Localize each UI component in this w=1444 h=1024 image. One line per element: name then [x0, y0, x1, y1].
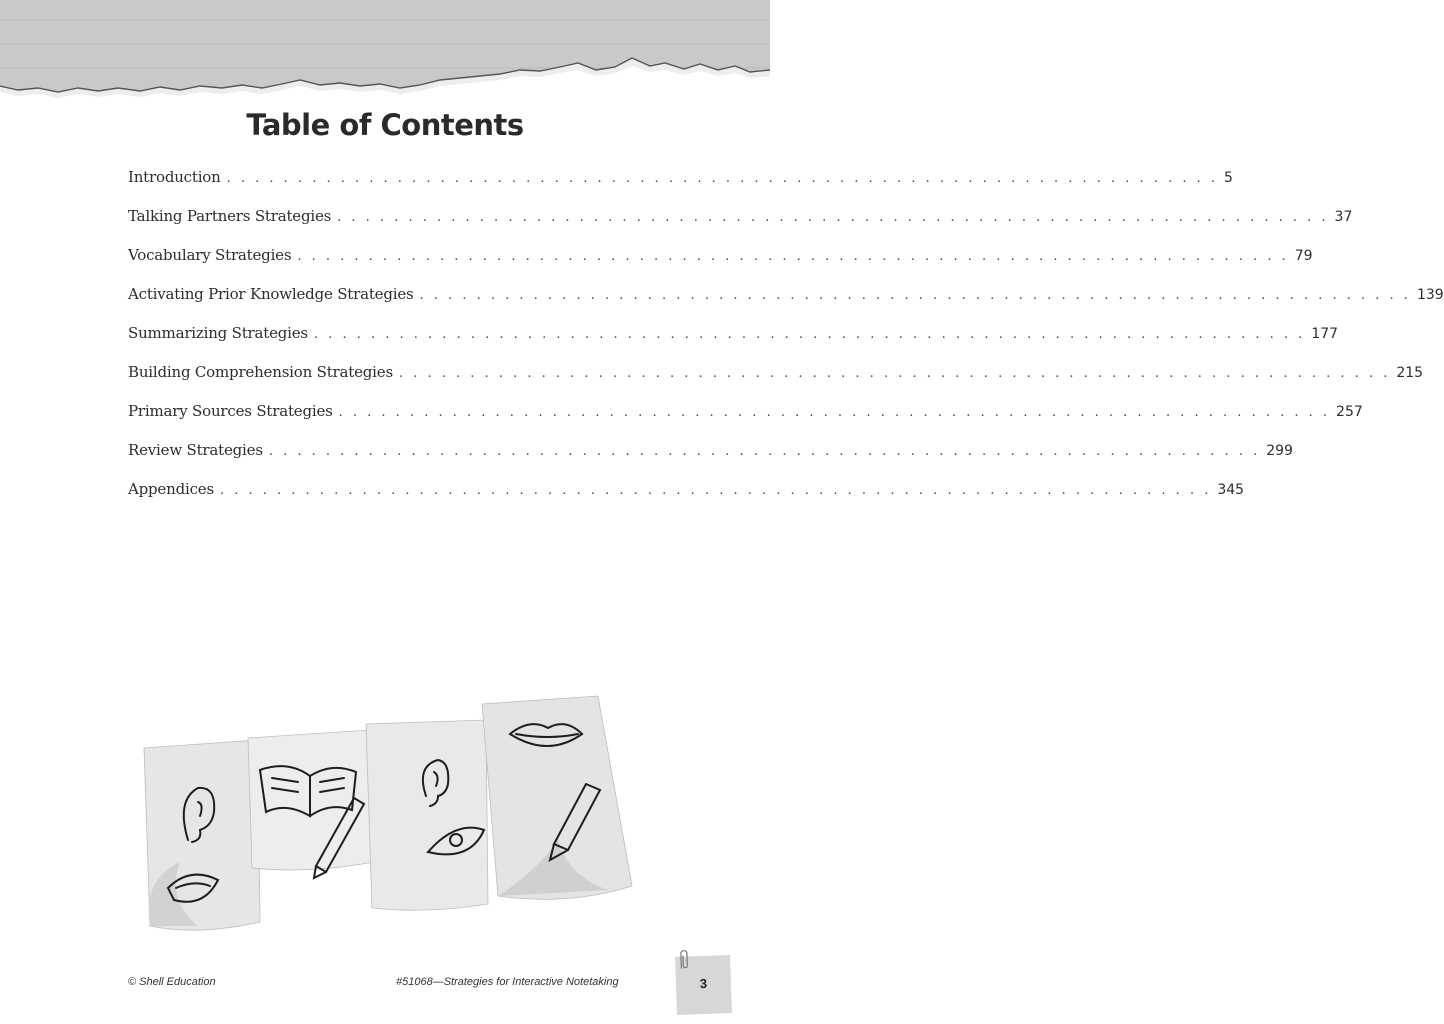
toc-row: [128, 324, 1339, 363]
toc-entry-label: Vocabulary Strategies: [128, 246, 292, 264]
dot-leader: . . . . . . . . . . . . . . . . . . . . . . . . . . . . . . . . . . . . . . . . . . . . . . . . . . . . . . . . . . . . . . . . . . . . . .: [268, 444, 1261, 459]
toc-row: [128, 207, 1353, 246]
dot-leader: . . . . . . . . . . . . . . . . . . . . . . . . . . . . . . . . . . . . . . . . . . . . . . . . . . . . . . . . . . . . . . . . . . . . . .: [219, 483, 1212, 498]
torn-paper-header: [0, 0, 770, 110]
toc-entry-label: Talking Partners Strategies: [128, 207, 332, 225]
toc-entry-label: Activating Prior Knowledge Strategies: [128, 285, 414, 303]
dot-leader: . . . . . . . . . . . . . . . . . . . . . . . . . . . . . . . . . . . . . . . . . . . . . . . . . . . . . . . . . . . . . . . . . . . . . .: [226, 171, 1219, 186]
toc-row: [128, 402, 1363, 441]
toc-row: [128, 285, 1444, 324]
toc-entry-label: Review Strategies: [128, 441, 263, 459]
dot-leader: . . . . . . . . . . . . . . . . . . . . . . . . . . . . . . . . . . . . . . . . . . . . . . . . . . . . . . . . . . . . . . . . . . . . . .: [313, 327, 1306, 342]
footer-book-title: #51068—Strategies for Interactive Notetaking: [396, 976, 619, 988]
table-of-contents: [128, 168, 1444, 519]
toc-page-number: 215: [1396, 365, 1424, 381]
footer-publisher: © Shell Education: [128, 976, 216, 988]
toc-page-number: 79: [1294, 248, 1313, 264]
toc-page-number: 37: [1334, 209, 1353, 225]
dot-leader: . . . . . . . . . . . . . . . . . . . . . . . . . . . . . . . . . . . . . . . . . . . . . . . . . . . . . . . . . . . . . . . . . . . . . .: [338, 405, 1331, 420]
toc-page-number: 299: [1266, 443, 1293, 459]
dot-leader: . . . . . . . . . . . . . . . . . . . . . . . . . . . . . . . . . . . . . . . . . . . . . . . . . . . . . . . . . . . . . . . . . . . . . .: [398, 366, 1391, 381]
toc-page-number: 177: [1311, 326, 1339, 342]
toc-entry-label: Introduction: [128, 168, 221, 186]
page-number: 3: [699, 975, 708, 992]
toc-row: [128, 441, 1293, 480]
dot-leader: . . . . . . . . . . . . . . . . . . . . . . . . . . . . . . . . . . . . . . . . . . . . . . . . . . . . . . . . . . . . . . . . . . . . . .: [297, 249, 1289, 264]
toc-page-number: 139: [1416, 287, 1444, 303]
toc-row: [128, 168, 1233, 207]
sticky-note-3: [366, 720, 488, 910]
toc-page-number: 257: [1336, 404, 1363, 420]
toc-entry-label: Appendices: [128, 480, 214, 498]
paper-clip-icon: [678, 948, 691, 972]
toc-entry-label: Primary Sources Strategies: [128, 402, 333, 420]
toc-row: [128, 246, 1313, 285]
toc-page-number: 345: [1217, 482, 1245, 498]
sticky-notes-illustration: [138, 690, 638, 945]
toc-row: [128, 363, 1424, 402]
dot-leader: . . . . . . . . . . . . . . . . . . . . . . . . . . . . . . . . . . . . . . . . . . . . . . . . . . . . . . . . . . . . . . . . . . . . . .: [419, 288, 1411, 303]
page-title: Table of Contents: [246, 108, 524, 142]
toc-row: [128, 480, 1245, 519]
dot-leader: . . . . . . . . . . . . . . . . . . . . . . . . . . . . . . . . . . . . . . . . . . . . . . . . . . . . . . . . . . . . . . . . . . . . . .: [337, 210, 1329, 225]
toc-page-number: 5: [1224, 170, 1233, 186]
toc-entry-label: Building Comprehension Strategies: [128, 363, 393, 381]
page-number-tab: [675, 955, 732, 1015]
toc-entry-label: Summarizing Strategies: [128, 324, 308, 342]
